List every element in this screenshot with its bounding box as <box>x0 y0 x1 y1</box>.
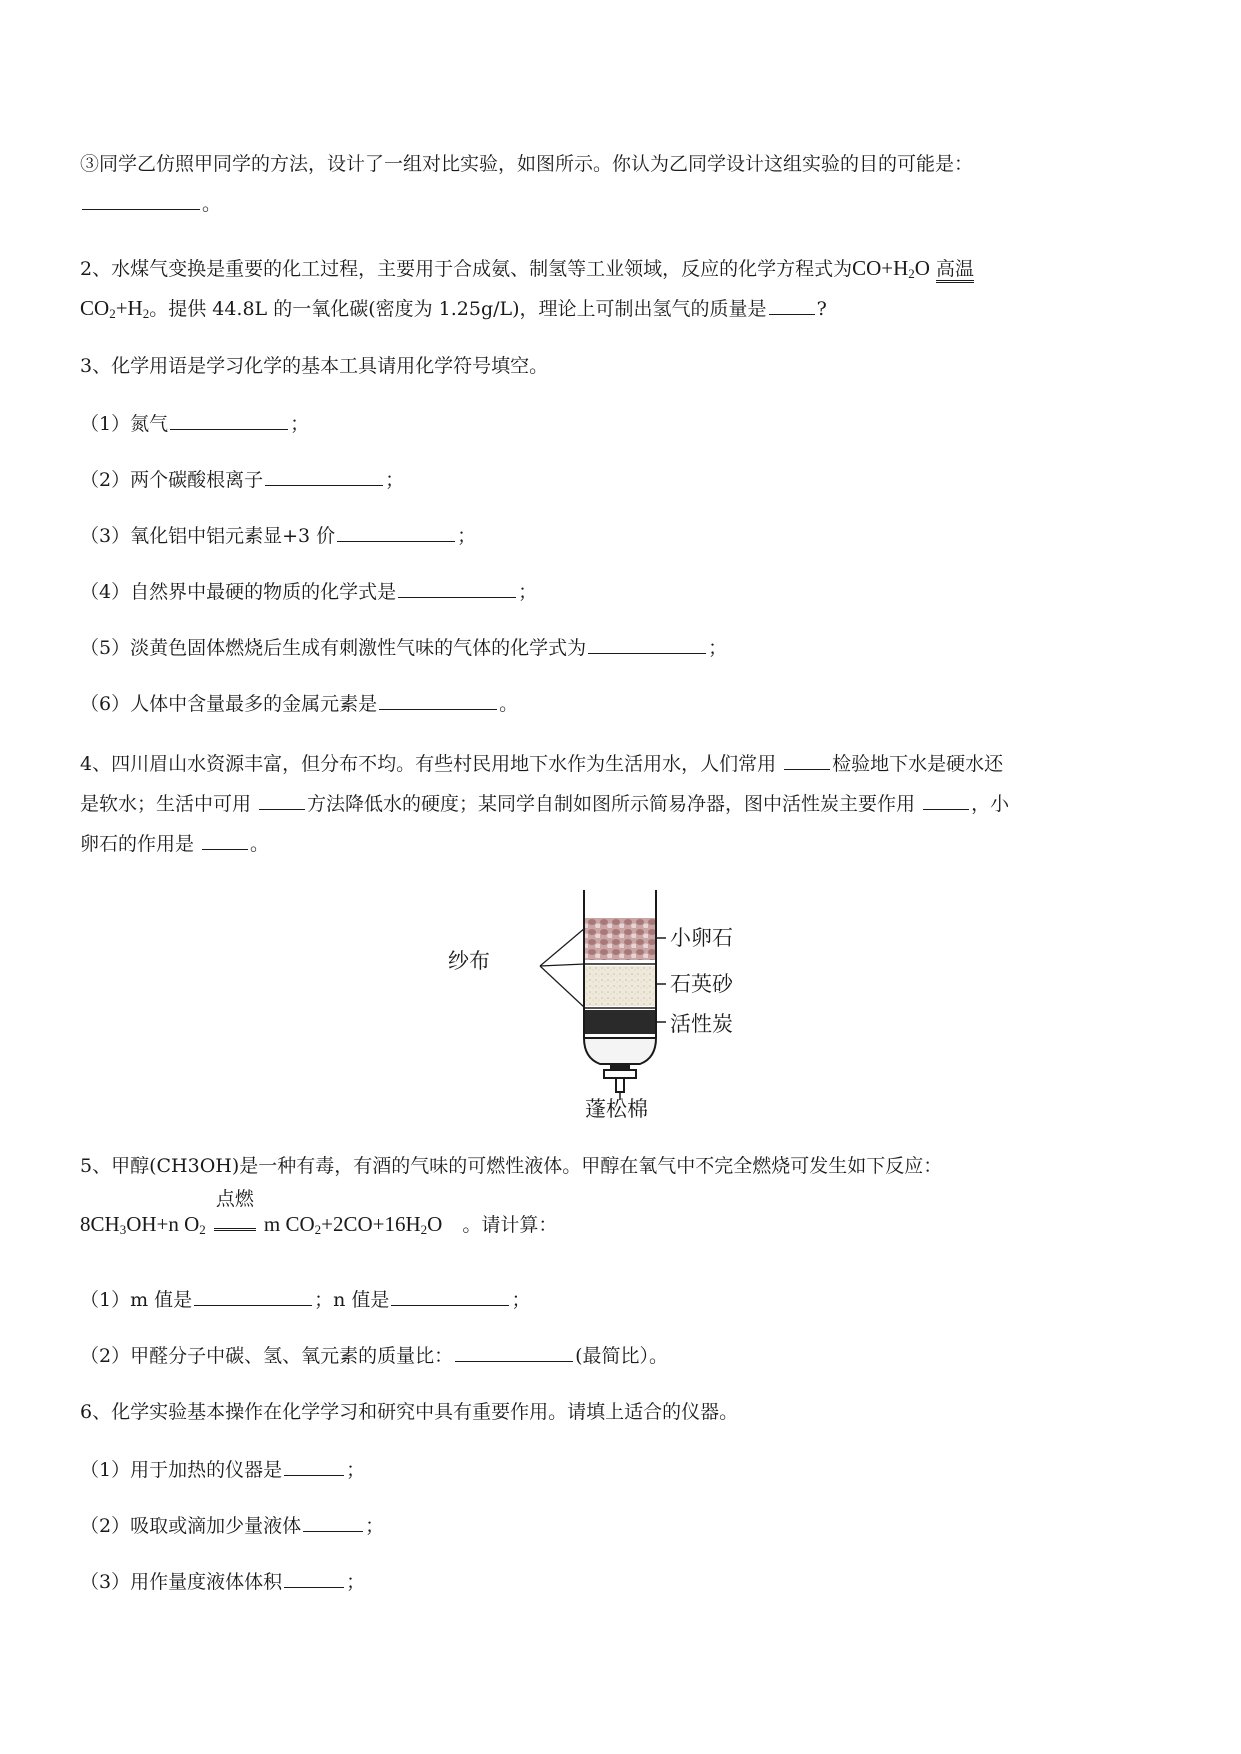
q6-intro: 6、化学实验基本操作在化学学习和研究中具有重要作用。请填上适合的仪器。 <box>80 1401 739 1423</box>
q6-blank-3[interactable] <box>284 1569 344 1588</box>
q4-blank-1[interactable] <box>784 751 830 770</box>
activated-carbon-layer <box>585 1010 655 1034</box>
valve-body <box>604 1070 636 1078</box>
q5-blank-m[interactable] <box>194 1287 312 1306</box>
q6-blank-2[interactable] <box>303 1513 363 1532</box>
q4-line3: 卵石的作用是 。 <box>80 833 270 855</box>
cotton-bottom <box>584 1038 656 1064</box>
q2-condition: 高温 <box>936 255 974 283</box>
q1-part3-line <box>80 150 973 178</box>
q3-blank-4[interactable] <box>398 579 516 598</box>
q2-rest: 。提供 44.8L 的一氧化碳(密度为 1.25g/L)，理论上可制出氢气的质量是 <box>149 298 767 320</box>
q1-part3-answer-line <box>80 190 221 218</box>
q1-part3-tail: 。 <box>202 193 222 215</box>
quartz-sand-layer <box>585 966 655 1006</box>
q3-item-1: （1）氮气 ； <box>80 413 310 435</box>
q4-blank-2[interactable] <box>259 791 305 810</box>
q3-blank-2[interactable] <box>265 467 383 486</box>
q6-item-3: （3）用作量度液体体积 ； <box>80 1571 366 1593</box>
q3-blank-5[interactable] <box>588 635 706 654</box>
q5-equation-line: $8CH_3OH+n$ $O_2$ 点燃 m $CO_2+2CO+16H_2O$ 。请计算： <box>80 1188 558 1237</box>
label-gauze: 纱布 <box>448 949 490 973</box>
q3-blank-3[interactable] <box>337 523 455 542</box>
label-quartz: 石英砂 <box>670 972 733 996</box>
q4-blank-4[interactable] <box>202 831 248 850</box>
q3-item-4: （4）自然界中最硬的物质的化学式是 ； <box>80 581 538 603</box>
q2-tail: ? <box>816 298 827 320</box>
q2-blank[interactable] <box>769 296 815 315</box>
q6-blank-1[interactable] <box>284 1457 344 1476</box>
q1-part3-blank[interactable] <box>82 191 200 210</box>
q3-intro: 3、化学用语是学习化学的基本工具请用化学符号填空。 <box>80 355 549 377</box>
q2-line2 <box>80 294 827 328</box>
q4-blank-3[interactable] <box>923 791 969 810</box>
water-purifier-figure <box>448 888 780 1128</box>
q1-part3-text: ③同学乙仿照甲同学的方法，设计了一组对比实验，如图所示。你认为乙同学设计这组实验的目的可能是： <box>80 153 974 175</box>
q4-line2: 是软水；生活中可用 方法降低水的硬度；某同学自制如图所示简易净器，图中活性炭主要作用 ，小 <box>80 793 1010 815</box>
q2-reactants: $CO+H_2O$ <box>852 256 930 281</box>
outlet-tube <box>616 1078 624 1092</box>
q3-blank-6[interactable] <box>379 691 497 710</box>
label-carbon: 活性炭 <box>670 1012 733 1036</box>
pebble-layer <box>585 918 655 960</box>
q2-line1 <box>80 254 974 288</box>
q6-item-1: （1）用于加热的仪器是 ； <box>80 1459 366 1481</box>
q3-item-5: （5）淡黄色固体燃烧后生成有刺激性气味的气体的化学式为 ； <box>80 637 728 659</box>
q5-condition: 点燃 <box>214 1211 256 1239</box>
q5-item-2: （2）甲醛分子中碳、氢、氧元素的质量比： (最简比）。 <box>80 1345 669 1367</box>
q4-line1: 4、四川眉山水资源丰富，但分布不均。有些村民用地下水作为生活用水，人们常用 检验地下水是硬水还 <box>80 753 1004 775</box>
label-pebble: 小卵石 <box>670 926 733 950</box>
q2-products: $CO_2+H_2$ <box>80 296 150 321</box>
q2-intro: 2、水煤气变换是重要的化工过程，主要用于合成氨、制氢等工业领域，反应的化学方程式为 <box>80 258 853 280</box>
q3-item-6: （6）人体中含量最多的金属元素是 。 <box>80 693 519 715</box>
q3-item-2: （2）两个碳酸根离子 ； <box>80 469 405 491</box>
q5-item-1: （1）m 值是 ；n 值是 ； <box>80 1289 531 1311</box>
q3-item-3: （3）氧化铝中铝元素显+3 价 ； <box>80 525 477 547</box>
q5-intro: 5、甲醇(CH3OH)是一种有毒，有酒的气味的可燃性液体。甲醇在氧气中不完全燃烧可发生如下反应： <box>80 1155 943 1177</box>
q5-blank-ratio[interactable] <box>455 1343 573 1362</box>
q6-item-2: （2）吸取或滴加少量液体 ； <box>80 1515 385 1537</box>
q5-blank-n[interactable] <box>391 1287 509 1306</box>
q3-blank-1[interactable] <box>170 411 288 430</box>
label-cotton: 蓬松棉 <box>585 1097 648 1121</box>
q5-equation: $8CH_3OH+n$ $O_2$ <box>80 1212 206 1237</box>
